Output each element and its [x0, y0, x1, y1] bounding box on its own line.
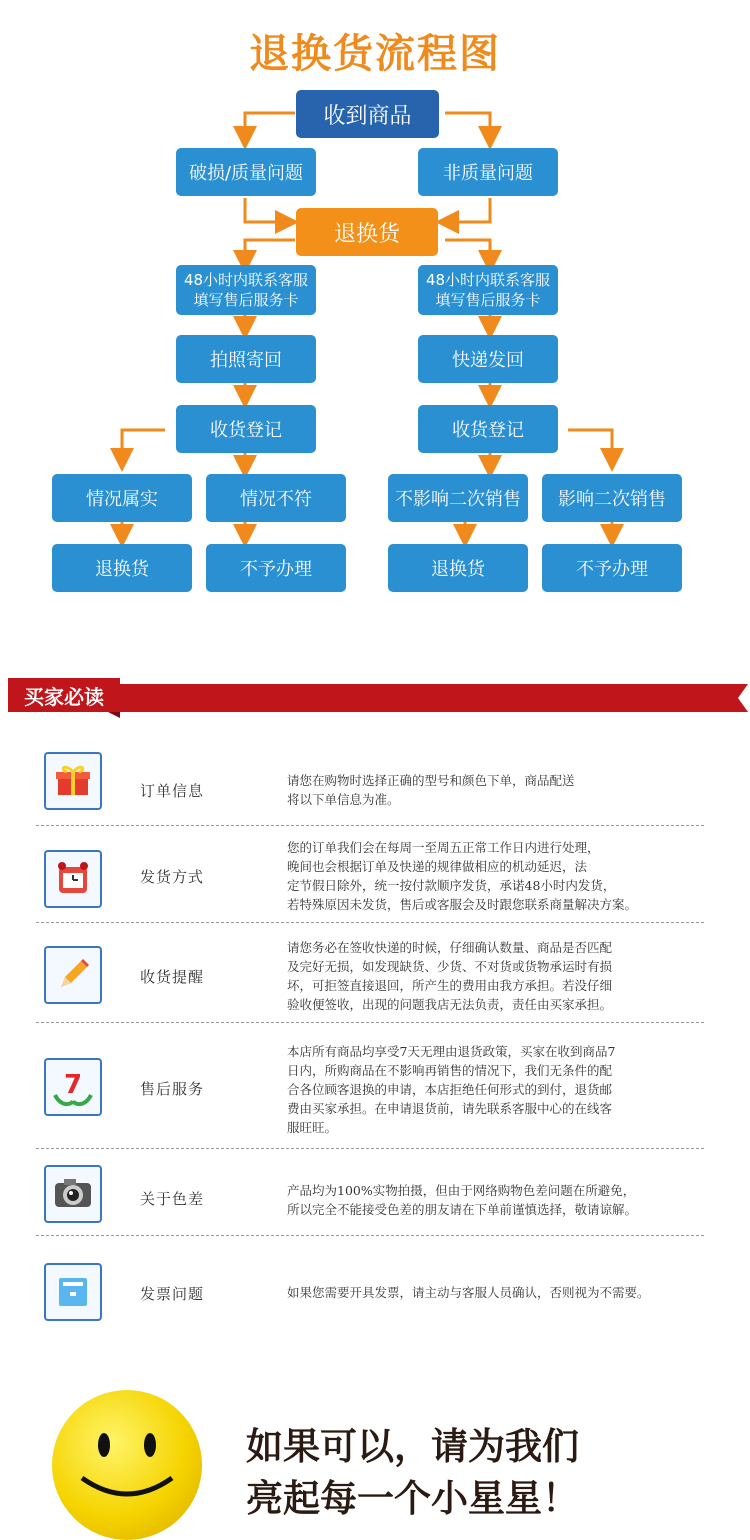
row-label-after-sales: 售后服务 — [140, 1080, 205, 1098]
right-contact-line2: 填写售后服务卡 — [435, 291, 541, 309]
text-line: 如果您需要开具发票，请主动与客服人员确认，否则视为不需要。 — [287, 1285, 650, 1300]
text-line: 将以下单信息为准。 — [287, 792, 400, 807]
non-quality-box: 非质量问题 — [418, 148, 558, 196]
seven-day-return-icon — [44, 1058, 102, 1116]
row-divider — [36, 1235, 704, 1236]
right-register-box: 收货登记 — [418, 405, 558, 453]
text-line: 产品均为100%实物拍摄，但由于网络购物色差问题在所避免， — [287, 1183, 636, 1198]
text-line: 请您务必在签收快递的时候，仔细确认数量、商品是否匹配 — [287, 940, 613, 955]
row-text-invoice — [287, 1283, 717, 1302]
right-result-no-box: 不予办理 — [542, 544, 682, 592]
left-contact-line1: 48小时内联系客服 — [183, 271, 309, 289]
text-line: 坏，可拒签直接退回，所产生的费用由我方承担。若没仔细 — [287, 978, 613, 993]
pencil-icon — [44, 946, 102, 1004]
smiley-face-icon — [52, 1390, 202, 1540]
true-case-box: 情况属实 — [52, 474, 192, 522]
row-text-receipt-reminder — [287, 938, 717, 1014]
affect-sale-box: 影响二次销售 — [542, 474, 682, 522]
alarm-clock-icon — [44, 850, 102, 908]
text-line: 晚间也会根据订单及快递的规律做相应的机动延迟，法 — [287, 859, 588, 874]
photo-send-box: 拍照寄回 — [176, 335, 316, 383]
damaged-quality-box: 破损/质量问题 — [176, 148, 316, 196]
closing-line1: 如果可以，请为我们 — [246, 1424, 579, 1468]
left-result-no-box: 不予办理 — [206, 544, 346, 592]
row-label-order-info: 订单信息 — [140, 782, 205, 800]
row-label-color-difference: 关于色差 — [140, 1190, 205, 1208]
no-affect-sale-box: 不影响二次销售 — [388, 474, 528, 522]
row-text-after-sales — [287, 1042, 717, 1137]
text-line: 合各位顾客退换的申请，本店拒绝任何形式的到付，退货邮 — [287, 1082, 613, 1097]
right-contact-line1: 48小时内联系客服 — [425, 271, 551, 289]
left-contact-box — [176, 265, 316, 315]
row-text-order-info — [287, 771, 717, 809]
text-line: 定节假日除外，统一按付款顺序发货，承诺48小时内发货， — [287, 878, 616, 893]
row-text-color-difference — [287, 1181, 717, 1219]
row-label-shipping: 发货方式 — [140, 868, 205, 886]
row-divider — [36, 922, 704, 923]
gift-box-icon — [44, 752, 102, 810]
flowchart-title: 退换货流程图 — [249, 31, 501, 77]
right-result-ok-box: 退换货 — [388, 544, 528, 592]
text-line: 若特殊原因未发货，售后或客服会及时跟您联系商量解决方案。 — [287, 897, 638, 912]
text-line: 及完好无损，如发现缺货、少货、不对货或货物承运时有损 — [287, 959, 613, 974]
row-label-invoice: 发票问题 — [140, 1285, 205, 1303]
left-contact-line2: 填写售后服务卡 — [193, 291, 299, 309]
row-divider — [36, 1148, 704, 1149]
left-result-ok-box: 退换货 — [52, 544, 192, 592]
return-exchange-box: 退换货 — [296, 208, 438, 256]
row-divider — [36, 825, 704, 826]
camera-icon — [44, 1165, 102, 1223]
notice-banner-tag: 买家必读 — [8, 678, 120, 712]
received-goods-box: 收到商品 — [296, 90, 439, 138]
text-line: 所以完全不能接受色差的朋友请在下单前谨慎选择，敬请谅解。 — [287, 1202, 638, 1217]
text-line: 日内，所购商品在不影响再销售的情况下，我们无条件的配 — [287, 1063, 613, 1078]
text-line: 您的订单我们会在每周一至周五正常工作日内进行处理， — [287, 840, 600, 855]
text-line: 费由买家承担。在申请退货前，请先联系客服中心的在线客 — [287, 1101, 613, 1116]
row-divider — [36, 1022, 704, 1023]
false-case-box: 情况不符 — [206, 474, 346, 522]
closing-line2: 亮起每一个小星星！ — [246, 1476, 579, 1520]
text-line: 请您在购物时选择正确的型号和颜色下单，商品配送 — [287, 773, 575, 788]
text-line: 服旺旺。 — [287, 1120, 338, 1135]
row-text-shipping — [287, 838, 717, 914]
invoice-icon — [44, 1263, 102, 1321]
svg-text:7: 7 — [64, 1070, 83, 1100]
text-line: 本店所有商品均享受7天无理由退货政策，买家在收到商品7 — [287, 1044, 616, 1059]
row-label-receipt-reminder: 收货提醒 — [140, 968, 205, 986]
left-register-box: 收货登记 — [176, 405, 316, 453]
text-line: 验收便签收，出现的问题我店无法负责，责任由买家承担。 — [287, 997, 613, 1012]
express-back-box: 快递发回 — [418, 335, 558, 383]
right-contact-box — [418, 265, 558, 315]
